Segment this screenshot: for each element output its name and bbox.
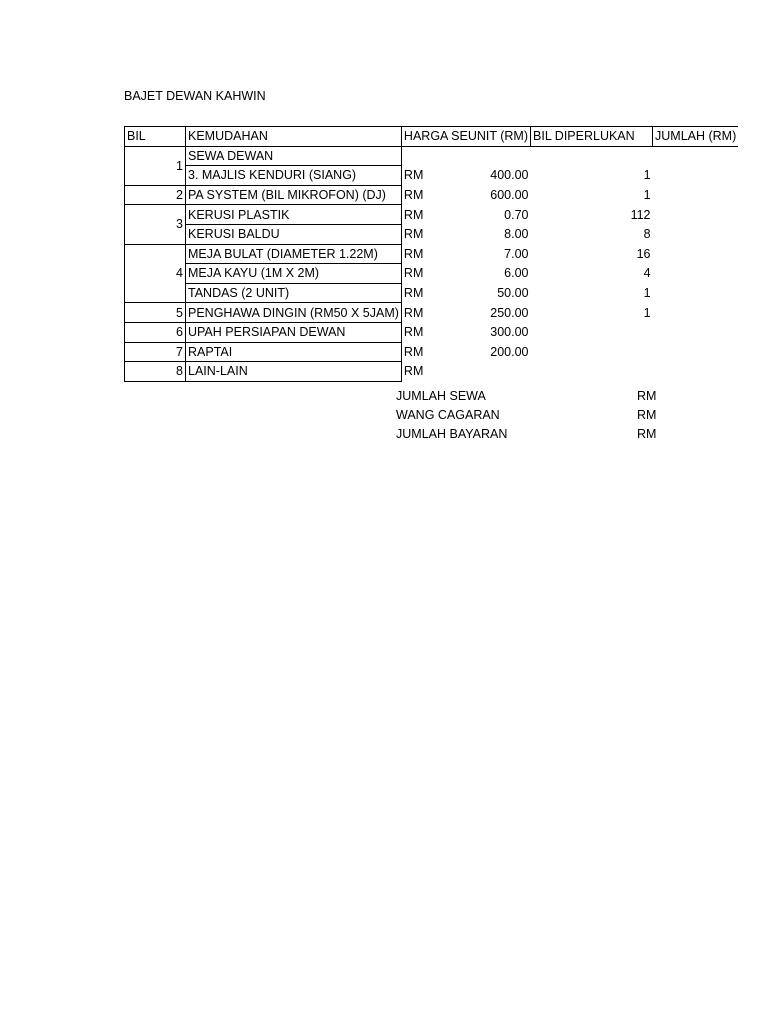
header-bil: BIL — [125, 127, 186, 147]
unit-price-cell: 250.00 — [490, 305, 529, 320]
kemudahan-cell: KERUSI PLASTIK — [186, 205, 402, 225]
jumlah-cell — [653, 185, 739, 205]
bil-number-cell: 1 — [125, 146, 186, 185]
bil-number-cell: 2 — [125, 185, 186, 205]
header-jumlah: JUMLAH (RM) — [653, 127, 739, 147]
kemudahan-cell: 3. MAJLIS KENDURI (SIANG) — [186, 166, 402, 186]
currency-cell: RM — [403, 207, 424, 222]
jumlah-cell — [653, 205, 739, 225]
table-row — [125, 264, 739, 284]
jumlah-cell — [653, 362, 739, 382]
currency-cell: RM — [403, 364, 424, 379]
quantity-cell: 4 — [643, 266, 651, 281]
quantity-cell — [531, 362, 653, 382]
budget-table — [124, 126, 738, 382]
total-currency: RM — [637, 389, 657, 403]
total-row — [396, 387, 696, 406]
currency-cell: RM — [403, 168, 424, 183]
kemudahan-cell: KERUSI BALDU — [186, 224, 402, 244]
unit-price-cell: 600.00 — [490, 188, 529, 203]
table-row — [125, 283, 739, 303]
header-kemudahan: KEMUDAHAN — [186, 127, 402, 147]
kemudahan-cell: SEWA DEWAN — [186, 146, 402, 166]
currency-cell: RM — [403, 286, 424, 301]
table-row — [125, 166, 739, 186]
table-row — [125, 362, 739, 382]
table-row — [125, 322, 739, 342]
currency-cell: RM — [403, 344, 424, 359]
jumlah-cell — [653, 244, 739, 264]
currency-cell: RM — [403, 266, 424, 281]
unit-price-cell — [457, 146, 530, 166]
kemudahan-cell: MEJA KAYU (1M X 2M) — [186, 264, 402, 284]
jumlah-cell — [653, 146, 739, 166]
jumlah-cell — [653, 322, 739, 342]
unit-price-cell — [457, 362, 530, 382]
currency-cell — [401, 146, 457, 166]
currency-cell: RM — [403, 188, 424, 203]
unit-price-cell: 300.00 — [490, 325, 529, 340]
bil-number-cell: 8 — [125, 362, 186, 382]
total-label: JUMLAH BAYARAN — [396, 427, 508, 441]
jumlah-cell — [653, 342, 739, 362]
quantity-cell — [531, 146, 653, 166]
bil-number-cell: 4 — [125, 244, 186, 303]
unit-price-cell: 400.00 — [490, 168, 529, 183]
quantity-cell: 112 — [630, 207, 651, 222]
unit-price-cell: 200.00 — [490, 344, 529, 359]
jumlah-cell — [653, 224, 739, 244]
currency-cell: RM — [403, 325, 424, 340]
table-row — [125, 244, 739, 264]
total-currency: RM — [637, 408, 657, 422]
table-row — [125, 342, 739, 362]
unit-price-cell: 0.70 — [504, 207, 529, 222]
table-row — [125, 303, 739, 323]
quantity-cell — [531, 322, 653, 342]
bil-number-cell: 5 — [125, 303, 186, 323]
table-row — [125, 205, 739, 225]
jumlah-cell — [653, 303, 739, 323]
table-header-row — [125, 127, 739, 147]
page-title: BAJET DEWAN KAHWIN — [124, 89, 266, 103]
table-row — [125, 224, 739, 244]
jumlah-cell — [653, 166, 739, 186]
jumlah-cell — [653, 264, 739, 284]
kemudahan-cell: UPAH PERSIAPAN DEWAN — [186, 322, 402, 342]
kemudahan-cell: LAIN-LAIN — [186, 362, 402, 382]
jumlah-cell — [653, 283, 739, 303]
header-harga-seunit: HARGA SEUNIT (RM) — [401, 127, 530, 147]
kemudahan-cell: MEJA BULAT (DIAMETER 1.22M) — [186, 244, 402, 264]
unit-price-cell: 7.00 — [504, 246, 529, 261]
total-row — [396, 425, 696, 444]
kemudahan-cell: TANDAS (2 UNIT) — [186, 283, 402, 303]
bil-number-cell: 6 — [125, 322, 186, 342]
kemudahan-cell: RAPTAI — [186, 342, 402, 362]
bil-number-cell: 7 — [125, 342, 186, 362]
total-label: JUMLAH SEWA — [396, 389, 486, 403]
quantity-cell: 1 — [643, 305, 651, 320]
quantity-cell: 8 — [643, 227, 651, 242]
unit-price-cell: 50.00 — [497, 286, 529, 301]
currency-cell: RM — [403, 246, 424, 261]
kemudahan-cell: PENGHAWA DINGIN (RM50 X 5JAM) — [186, 303, 402, 323]
currency-cell: RM — [403, 227, 424, 242]
quantity-cell: 16 — [636, 246, 651, 261]
quantity-cell — [531, 342, 653, 362]
total-label: WANG CAGARAN — [396, 408, 500, 422]
total-row — [396, 406, 696, 425]
header-bil-diperlukan: BIL DIPERLUKAN — [531, 127, 653, 147]
quantity-cell: 1 — [643, 188, 651, 203]
unit-price-cell: 6.00 — [504, 266, 529, 281]
table-row — [125, 185, 739, 205]
currency-cell: RM — [403, 305, 424, 320]
quantity-cell: 1 — [643, 286, 651, 301]
quantity-cell: 1 — [643, 168, 651, 183]
bil-number-cell: 3 — [125, 205, 186, 244]
unit-price-cell: 8.00 — [504, 227, 529, 242]
kemudahan-cell: PA SYSTEM (BIL MIKROFON) (DJ) — [186, 185, 402, 205]
table-row — [125, 146, 739, 166]
totals-section — [396, 387, 696, 444]
total-currency: RM — [637, 427, 657, 441]
